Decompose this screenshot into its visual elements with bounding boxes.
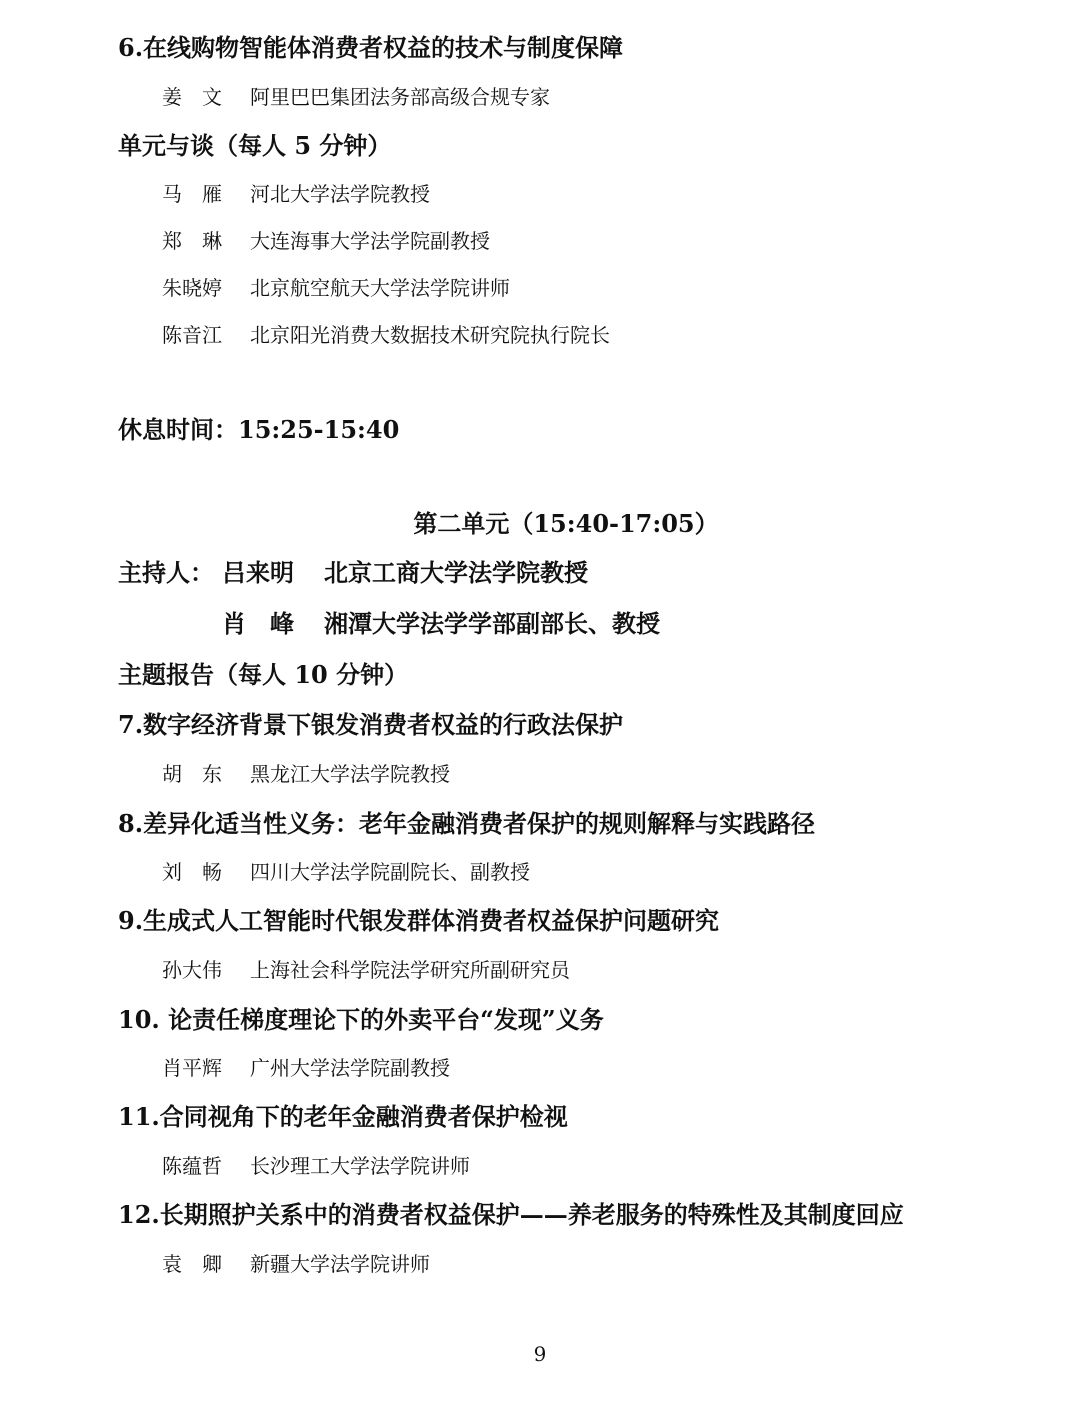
speaker-affiliation: 阿里巴巴集团法务部高级合规专家	[250, 85, 550, 109]
talk-speaker	[162, 1156, 470, 1176]
panelist-name: 郑 琳	[162, 229, 222, 253]
talk-title: 7.数字经济背景下银发消费者权益的行政法保护	[118, 710, 624, 739]
hosts-label: 主持人：	[118, 558, 214, 587]
panelist-row	[162, 325, 610, 345]
panelist-row	[162, 184, 430, 204]
talk-6-speaker	[162, 87, 550, 107]
talk-title: 12.长期照护关系中的消费者权益保护——养老服务的特殊性及其制度回应	[118, 1200, 904, 1229]
host-name: 肖 峰	[222, 609, 294, 638]
host-name: 吕来明	[222, 558, 294, 587]
talk-title: 9.生成式人工智能时代银发群体消费者权益保护问题研究	[118, 906, 720, 935]
talk-title: 11.合同视角下的老年金融消费者保护检视	[118, 1102, 568, 1131]
break-time: 休息时间：15:25-15:40	[118, 415, 400, 444]
speaker-name: 肖平辉	[162, 1056, 222, 1080]
host-affiliation: 北京工商大学法学院教授	[324, 558, 588, 587]
speaker-affiliation: 长沙理工大学法学院讲师	[250, 1154, 470, 1178]
speaker-name: 孙大伟	[162, 958, 222, 982]
speaker-name: 袁 卿	[162, 1252, 222, 1276]
talk-speaker	[162, 1254, 430, 1274]
talk-speaker	[162, 1058, 450, 1078]
host-row	[222, 609, 660, 638]
panelist-name: 马 雁	[162, 182, 222, 206]
page-number: 9	[533, 1342, 547, 1366]
talk-6-title: 6.在线购物智能体消费者权益的技术与制度保障	[118, 33, 624, 62]
panelist-affiliation: 河北大学法学院教授	[250, 182, 430, 206]
section-two-title	[0, 509, 1080, 538]
panelist-name: 朱晓婷	[162, 276, 222, 300]
talk-speaker	[162, 960, 570, 980]
panelist-affiliation: 大连海事大学法学院副教授	[250, 229, 490, 253]
speaker-affiliation: 四川大学法学院副院长、副教授	[250, 860, 530, 884]
host-row	[118, 558, 588, 587]
speaker-name: 胡 东	[162, 762, 222, 786]
speaker-name: 陈蕴哲	[162, 1154, 222, 1178]
panelist-name: 陈音江	[162, 323, 222, 347]
speaker-affiliation: 上海社会科学院法学研究所副研究员	[250, 958, 570, 982]
speaker-affiliation: 新疆大学法学院讲师	[250, 1252, 430, 1276]
talk-speaker	[162, 764, 450, 784]
talk-title: 10. 论责任梯度理论下的外卖平台“发现”义务	[118, 1005, 604, 1034]
speaker-name: 刘 畅	[162, 860, 222, 884]
host-affiliation: 湘潭大学法学学部副部长、教授	[324, 609, 660, 638]
panelist-row	[162, 278, 510, 298]
panelist-affiliation: 北京阳光消费大数据技术研究院执行院长	[250, 323, 610, 347]
panelist-row	[162, 231, 490, 251]
discussion-heading: 单元与谈（每人 5 分钟）	[118, 131, 392, 160]
talk-speaker	[162, 862, 530, 882]
speaker-name: 姜 文	[162, 85, 222, 109]
speaker-affiliation: 黑龙江大学法学院教授	[250, 762, 450, 786]
panelist-affiliation: 北京航空航天大学法学院讲师	[250, 276, 510, 300]
talk-title: 8.差异化适当性义务：老年金融消费者保护的规则解释与实践路径	[118, 809, 816, 838]
speaker-affiliation: 广州大学法学院副教授	[250, 1056, 450, 1080]
section-two-title-text: 第二单元（15:40-17:05）	[413, 509, 719, 538]
reports-heading: 主题报告（每人 10 分钟）	[118, 660, 409, 689]
